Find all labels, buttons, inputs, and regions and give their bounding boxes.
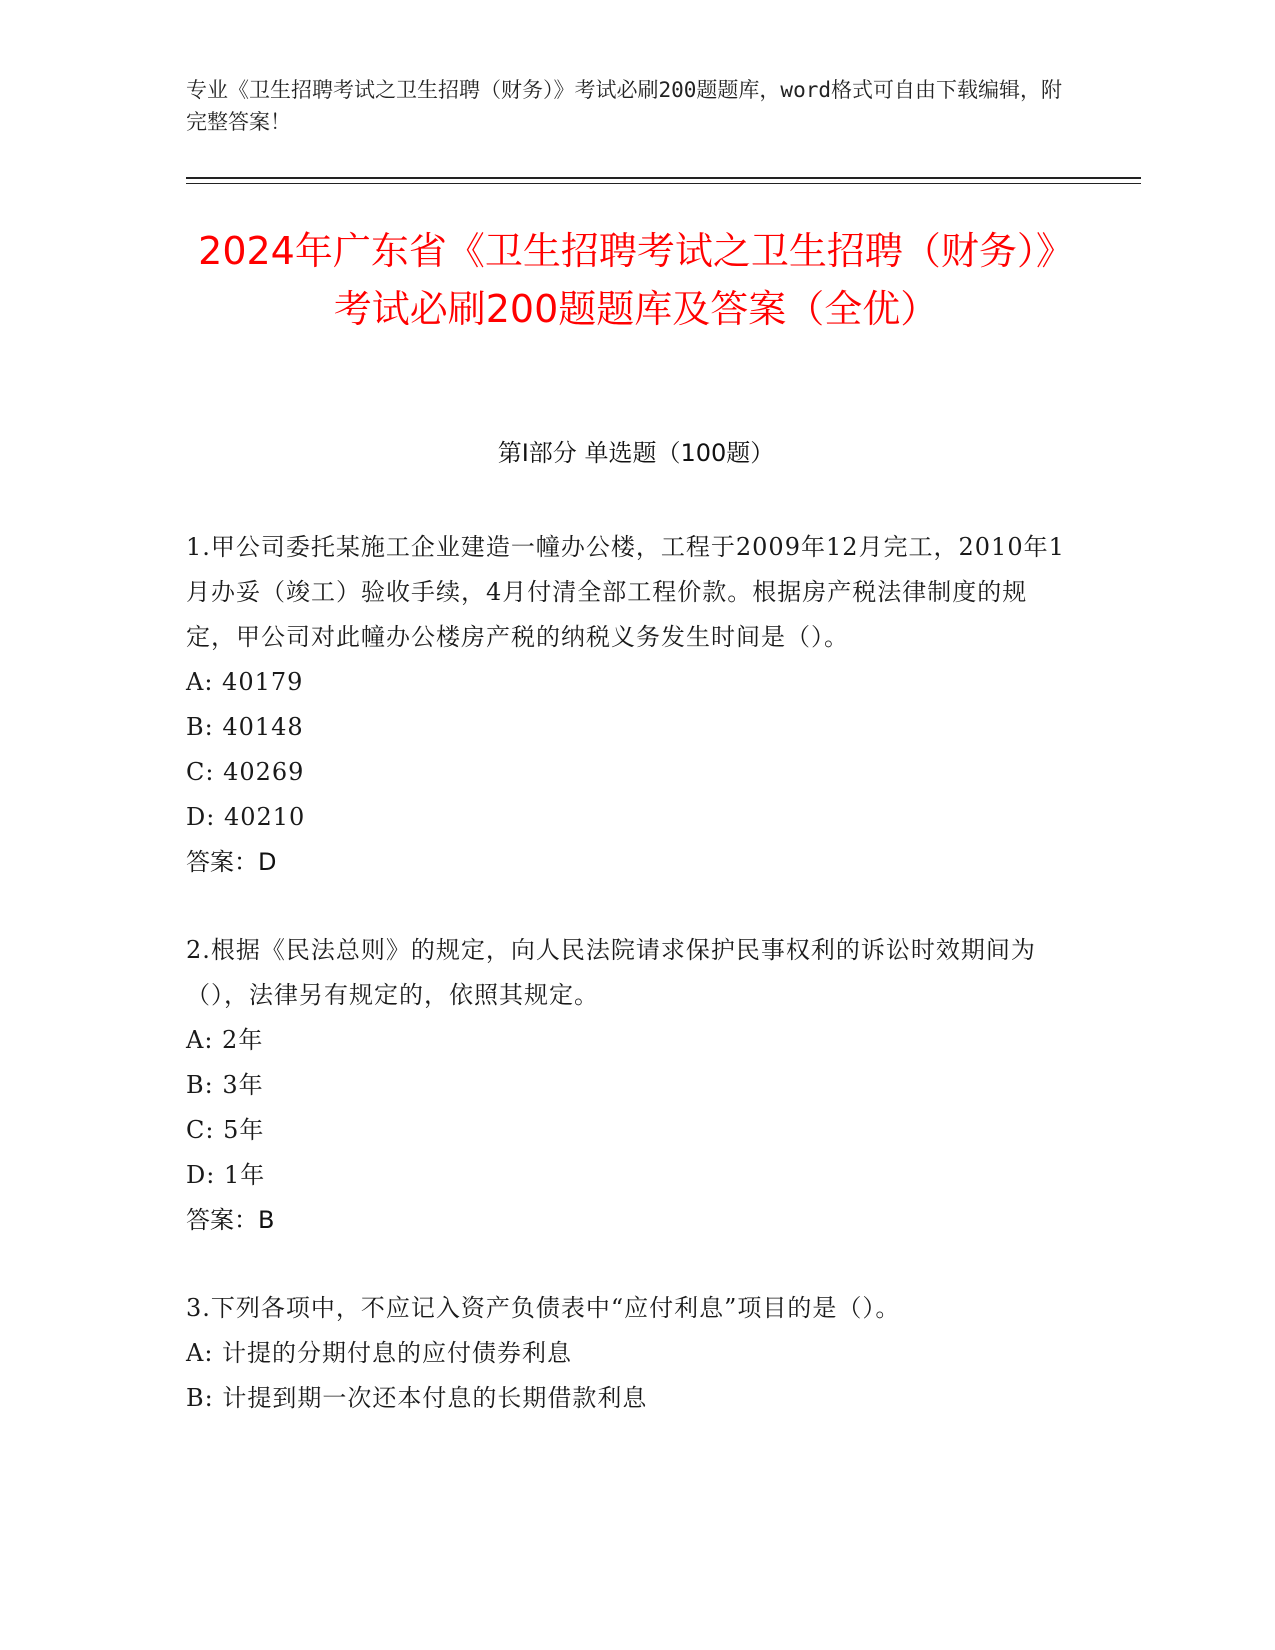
option-b: B: 40148 [186, 713, 304, 741]
option-c: C: 5年 [186, 1116, 265, 1144]
question-3 [186, 1286, 1066, 1421]
question-stem: 3.下列各项中，不应记入资产负债表中“应付利息”项目的是（）。 [186, 1294, 901, 1322]
option-c: C: 40269 [186, 758, 305, 786]
question-stem: 2.根据《民法总则》的规定，向人民法院请求保护民事权利的诉讼时效期间为（），法律另有规定的，依照其规定。 [186, 936, 1036, 1009]
header-divider-thin [186, 183, 1141, 184]
option-a: A: 2年 [186, 1026, 264, 1054]
answer-line: 答案：D [186, 848, 277, 876]
option-a: A: 40179 [186, 668, 304, 696]
option-a: A: 计提的分期付息的应付债券利息 [186, 1339, 573, 1367]
option-d: D: 40210 [186, 803, 306, 831]
section-heading: 第I部分 单选题（100题） [497, 439, 775, 467]
question-2 [186, 928, 1066, 1243]
header-divider-thick [186, 177, 1141, 179]
answer-line: 答案：B [186, 1206, 275, 1234]
option-b: B: 计提到期一次还本付息的长期借款利息 [186, 1384, 648, 1412]
option-b: B: 3年 [186, 1071, 264, 1099]
header-note: 专业《卫生招聘考试之卫生招聘（财务）》考试必刷200题题库，word格式可自由下载编辑，附完整答案！ [186, 78, 1062, 134]
question-list [186, 525, 1066, 1464]
question-stem: 1.甲公司委托某施工企业建造一幢办公楼，工程于2009年12月完工，2010年1月办妥（竣工）验收手续，4月付清全部工程价款。根据房产税法律制度的规定，甲公司对此幢办公楼房产税的纳税义务发生时间是（）。 [186, 533, 1065, 651]
option-d: D: 1年 [186, 1161, 266, 1189]
document-title: 2024年广东省《卫生招聘考试之卫生招聘（财务）》考试必刷200题题库及答案（全优） [198, 229, 1074, 331]
question-1 [186, 525, 1066, 885]
